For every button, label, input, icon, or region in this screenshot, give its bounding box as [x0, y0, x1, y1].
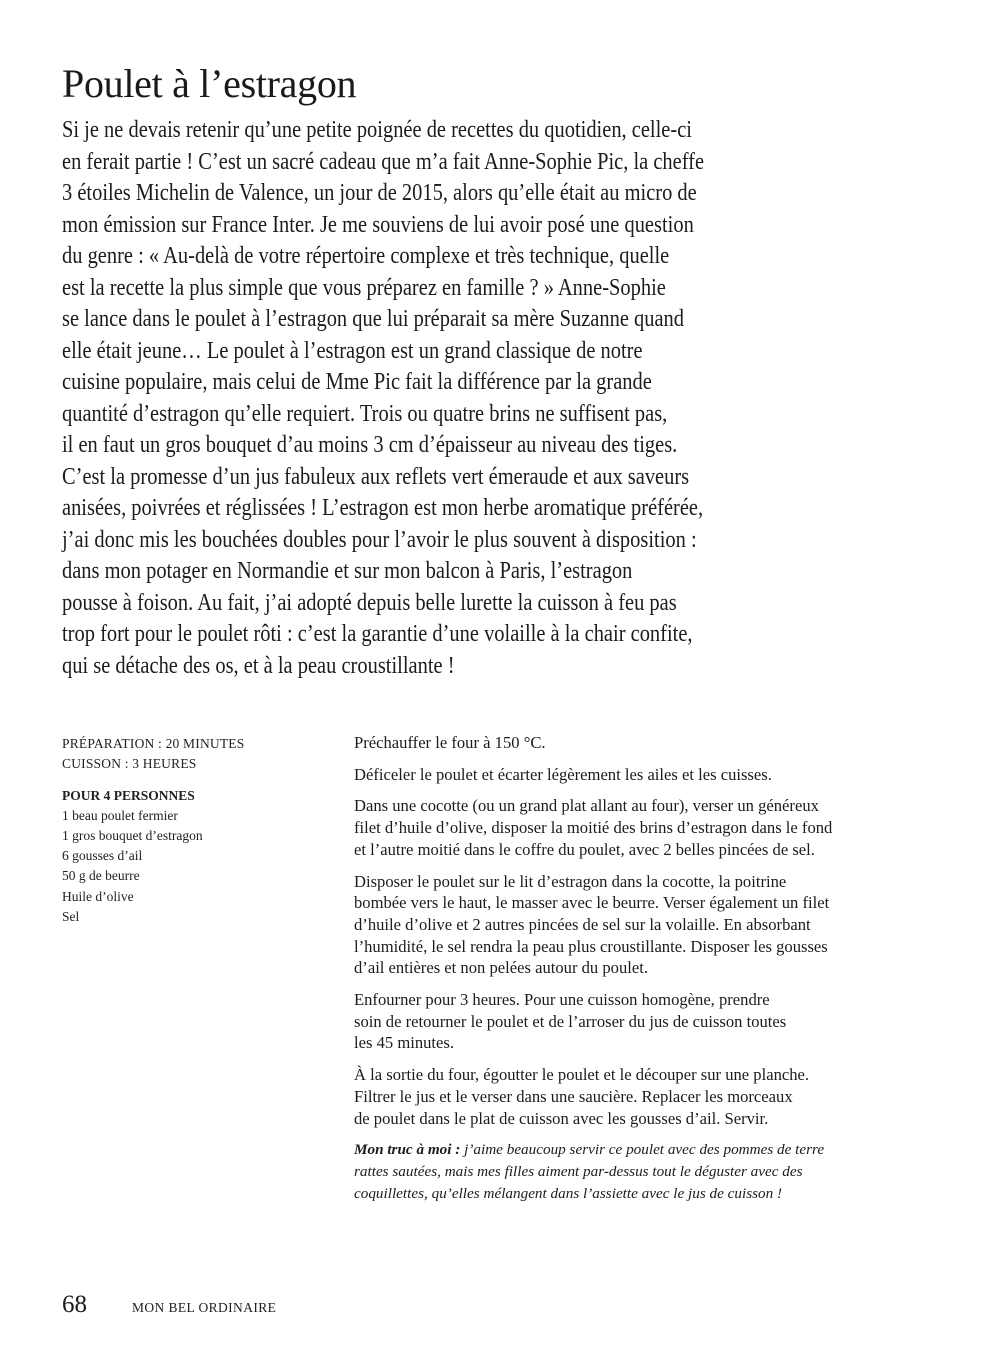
intro-line: Si je ne devais retenir qu’une petite poignée de recettes du quotidien, celle-ci: [62, 116, 692, 143]
step-1: [354, 732, 954, 754]
tip-line: rattes sautées, mais mes filles aiment par-dessus tout le déguster avec des: [354, 1163, 803, 1181]
chef-tip: [354, 1139, 954, 1205]
intro-line: pousse à foison. Au fait, j’ai adopté depuis belle lurette la cuisson à feu pas: [62, 588, 677, 616]
intro-line: j’ai donc mis les bouchées doubles pour l’avoir le plus souvent à disposition :: [62, 525, 697, 553]
ingredients-list: [62, 806, 322, 928]
intro-line: elle était jeune… Le poulet à l’estragon est un grand classique de notre: [62, 336, 643, 364]
step-line: Préchauffer le four à 150 °C.: [354, 733, 546, 752]
intro-line: il en faut un gros bouquet d’au moins 3 cm d’épaisseur au niveau des tiges.: [62, 431, 678, 458]
step-line: Disposer le poulet sur le lit d’estragon dans la cocotte, la poitrine: [354, 871, 787, 891]
step-line: les 45 minutes.: [354, 1033, 455, 1053]
preparation-time: PRÉPARATION : 20 MINUTES: [62, 736, 245, 751]
step-line: de poulet dans le plat de cuisson avec les gousses d’ail. Servir.: [354, 1108, 769, 1128]
intro-line: quantité d’estragon qu’elle requiert. Trois ou quatre brins ne suffisent pas,: [62, 399, 668, 427]
step-line: Dans une cocotte (ou un grand plat allant au four), verser un généreux: [354, 796, 819, 816]
servings-heading: POUR 4 PERSONNES: [62, 788, 195, 803]
step-line: Filtrer le jus et le verser dans une saucière. Replacer les morceaux: [354, 1086, 793, 1106]
step-line: bombée vers le haut, le masser avec le beurre. Verser également un filet: [354, 893, 830, 913]
ingredient-item: Sel: [62, 908, 80, 924]
step-line: d’huile d’olive et 2 autres pincées de sel sur la volaille. En absorbant: [354, 914, 811, 934]
intro-line: cuisine populaire, mais celui de Mme Pic fait la différence par la grande: [62, 368, 652, 395]
ingredient-item: 1 beau poulet fermier: [62, 807, 178, 823]
step-line: d’ail entières et non pelées autour du poulet.: [354, 958, 648, 978]
ingredient-item: 1 gros bouquet d’estragon: [62, 827, 203, 843]
recipe-meta-sidebar: [62, 734, 322, 927]
intro-line: est la recette la plus simple que vous préparez en famille ? » Anne-Sophie: [62, 273, 666, 301]
intro-line: trop fort pour le poulet rôti : c’est la garantie d’une volaille à la chair confite,: [62, 620, 693, 647]
page-footer: [62, 1291, 276, 1321]
recipe-steps: [354, 732, 954, 1205]
tip-line: coquillettes, qu’elles mélangent dans l’assiette avec le jus de cuisson !: [354, 1185, 783, 1203]
running-book-title: MON BEL ORDINAIRE: [132, 1300, 277, 1315]
tip-line: [354, 1139, 954, 1161]
step-line: À la sortie du four, égoutter le poulet et le découper sur une planche.: [354, 1065, 810, 1085]
page-number: 68: [62, 1291, 87, 1318]
intro-line: se lance dans le poulet à l’estragon que lui préparait sa mère Suzanne quand: [62, 305, 685, 332]
step-6: [354, 1064, 954, 1129]
intro-line: mon émission sur France Inter. Je me souviens de lui avoir posé une question: [62, 210, 694, 238]
ingredient-item: Huile d’olive: [62, 888, 134, 904]
cooking-time: CUISSON : 3 HEURES: [62, 755, 197, 771]
recipe-introduction: [62, 114, 905, 681]
step-2: [354, 764, 954, 786]
step-line: soin de retourner le poulet et de l’arroser du jus de cuisson toutes: [354, 1011, 787, 1031]
tip-label: Mon truc à moi :: [354, 1141, 461, 1159]
step-line: filet d’huile d’olive, disposer la moitié des brins d’estragon dans le fond: [354, 818, 833, 838]
step-line: et l’autre moitié dans le coffre du poulet, avec 2 belles pincées de sel.: [354, 839, 815, 859]
intro-line: C’est la promesse d’un jus fabuleux aux reflets vert émeraude et aux saveurs: [62, 462, 690, 490]
intro-line: dans mon potager en Normandie et sur mon balcon à Paris, l’estragon: [62, 557, 633, 584]
intro-line: en ferait partie ! C’est un sacré cadeau que m’a fait Anne-Sophie Pic, la cheffe: [62, 147, 705, 175]
step-line: Déficeler le poulet et écarter légèrement les ailes et les cuisses.: [354, 764, 772, 784]
step-4: [354, 871, 954, 980]
step-line: l’humidité, le sel rendra la peau plus croustillante. Disposer les gousses: [354, 936, 828, 956]
ingredient-item: 6 gousses d’ail: [62, 848, 143, 864]
step-line: Enfourner pour 3 heures. Pour une cuisson homogène, prendre: [354, 990, 770, 1010]
ingredient-item: 50 g de beurre: [62, 868, 140, 884]
intro-line: qui se détache des os, et à la peau croustillante !: [62, 651, 455, 679]
step-5: [354, 989, 954, 1054]
recipe-title: Poulet à l’estragon: [62, 61, 357, 106]
step-3: [354, 795, 954, 860]
intro-line: 3 étoiles Michelin de Valence, un jour de 2015, alors qu’elle était au micro de: [62, 179, 697, 206]
tip-text: j’aime beaucoup servir ce poulet avec des pommes de terre: [460, 1141, 825, 1159]
intro-line: anisées, poivrées et réglissées ! L’estragon est mon herbe aromatique préférée,: [62, 494, 704, 521]
intro-line: du genre : « Au-delà de votre répertoire complexe et très technique, quelle: [62, 242, 670, 269]
